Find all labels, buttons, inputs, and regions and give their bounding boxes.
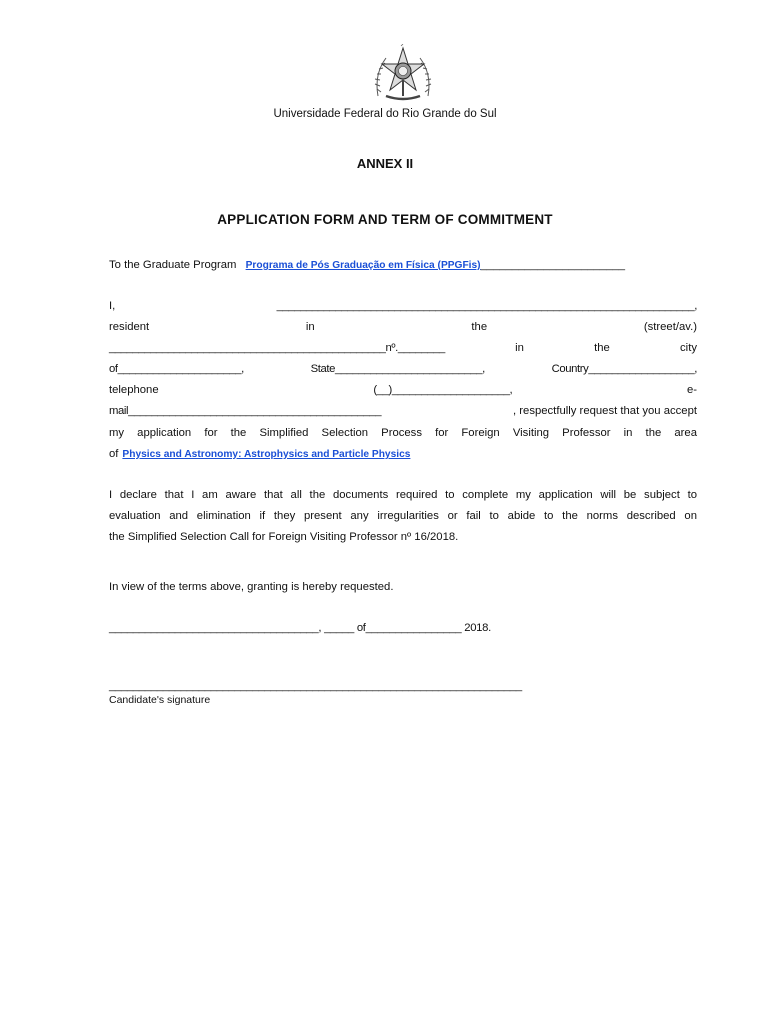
annex-label: ANNEX II xyxy=(356,156,414,171)
request-text: , respectfully request that you accept xyxy=(513,405,697,417)
request-statement: In view of the terms above, granting is hereby requested. xyxy=(109,581,394,593)
brazil-coat-of-arms-icon xyxy=(372,44,434,106)
declaration-line-2: evaluation and elimination if they present any irregularities or fail to abide to the norms described on xyxy=(109,510,697,522)
word-e: e- xyxy=(686,384,697,396)
signature-label: Candidate's signature xyxy=(109,694,211,706)
word-in: in xyxy=(305,321,315,333)
identity-line-1 xyxy=(109,300,697,312)
identity-i-label: I, xyxy=(109,300,116,312)
identity-line-5 xyxy=(109,384,697,396)
university-name: Universidade Federal do Rio Grande do Sul xyxy=(273,108,497,120)
word-telephone: telephone xyxy=(109,384,159,396)
word-street: (street/av.) xyxy=(643,321,697,333)
identity-line-4 xyxy=(109,363,697,375)
declaration-line-3: the Simplified Selection Call for Foreign Visiting Professor nº 16/2018. xyxy=(109,531,459,543)
word-of: of xyxy=(109,448,119,460)
word-city: city xyxy=(680,342,697,354)
signature-line[interactable]: _____________________________________________________________________ xyxy=(109,680,522,692)
identity-line-3 xyxy=(109,342,697,354)
program-trailing-blank: _______________________ xyxy=(480,259,626,271)
program-value[interactable]: Programa de Pós Graduação em Física (PPGFis) xyxy=(245,260,481,271)
area-line xyxy=(109,448,410,460)
name-blank[interactable]: _______________________________________________________________________, xyxy=(276,300,697,312)
program-prefix: To the Graduate Program xyxy=(109,259,240,271)
word-resident: resident xyxy=(109,321,150,333)
date-line[interactable]: ___________________________________, _____ of________________ 2018. xyxy=(109,622,491,634)
identity-line-6 xyxy=(109,405,697,417)
city-blank[interactable]: of_____________________, xyxy=(109,363,244,375)
area-value[interactable]: Physics and Astronomy: Astrophysics and Particle Physics xyxy=(122,449,411,460)
email-blank[interactable]: mail___________________________________________ xyxy=(109,405,382,417)
word-in-2: in xyxy=(515,342,524,354)
form-title: APPLICATION FORM AND TERM OF COMMITMENT xyxy=(217,212,553,227)
declaration-line-1: I declare that I am aware that all the documents required to complete my application will be subject to xyxy=(109,489,697,501)
word-the: the xyxy=(471,321,488,333)
identity-line-7: my application for the Simplified Selection Process for Foreign Visiting Professor in the area xyxy=(109,427,697,439)
state-blank[interactable]: State_________________________, xyxy=(310,363,485,375)
country-blank[interactable]: Country__________________, xyxy=(551,363,697,375)
program-line xyxy=(109,259,625,271)
identity-line-2 xyxy=(109,321,697,333)
telephone-blank[interactable]: (__)____________________, xyxy=(373,384,513,396)
address-blank[interactable]: _______________________________________________nº.________ xyxy=(109,342,445,354)
word-the-2: the xyxy=(594,342,610,354)
